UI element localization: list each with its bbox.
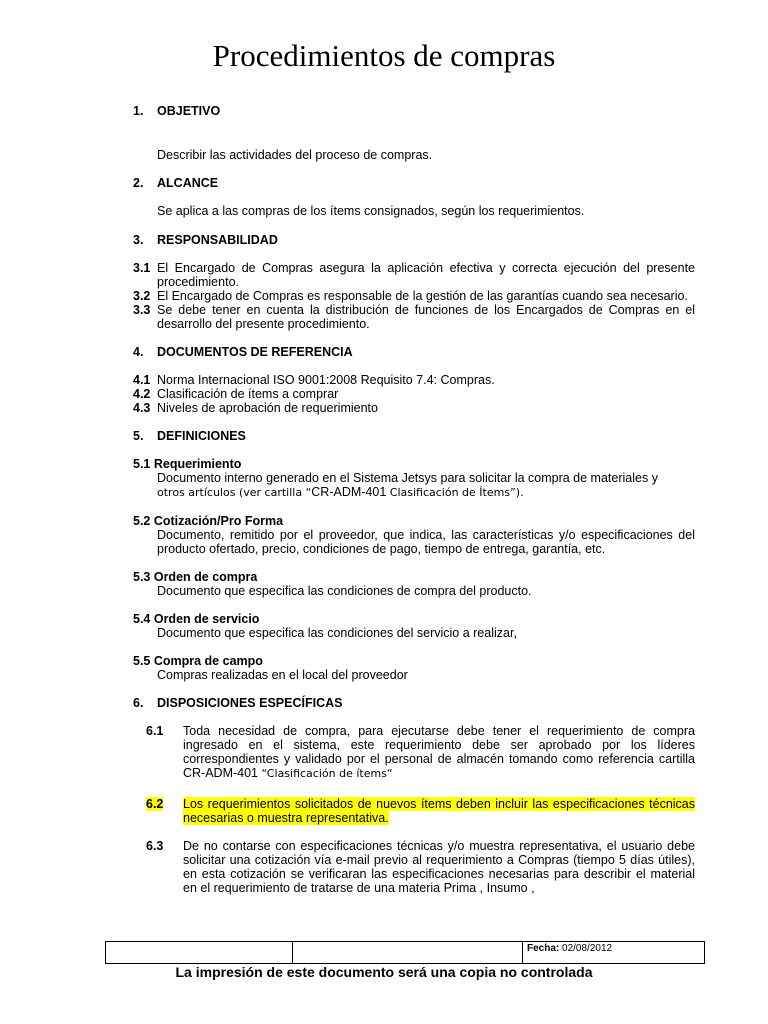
section-3-list: [133, 261, 695, 331]
section-3-heading: 3. RESPONSABILIDAD: [133, 233, 278, 247]
section-6-heading: 6. DISPOSICIONES ESPECÍFICAS: [133, 696, 343, 710]
footer-cell: [293, 942, 523, 963]
definition-requerimiento: 5.1 Requerimiento Documento interno generado en el Sistema Jetsys para solicitar la compra de materiales y otros artículos (ver cartilla “CR-ADM-401 Clasificación de Ítems”).: [133, 457, 658, 499]
section-2-text: Se aplica a las compras de los ítems consignados, según los requerimientos.: [157, 204, 585, 218]
section-4-list: [133, 373, 695, 415]
list-item: 3.2 El Encargado de Compras es responsable de la gestión de las garantías cuando sea necesario.: [133, 289, 688, 303]
section-2-heading: 2. ALCANCE: [133, 176, 219, 190]
list-item: 4.3 Niveles de aprobación de requerimiento: [133, 401, 378, 415]
list-item: 4.2 Clasificación de ítems a comprar: [133, 387, 339, 401]
provision-6-2: 6.2 Los requerimientos solicitados de nuevos ítems deben incluir las especificaciones técnicas necesarias o muestra representativa.: [146, 797, 695, 825]
provision-6-1: 6.1 Toda necesidad de compra, para ejecutarse debe tener el requerimiento de compra ingresado en el sistema, este requerimiento debe ser aprobado por los líderes correspondientes y validado por el personal de almacén tomando como referencia cartilla CR-ADM-401 “Clasificación de ítems“: [146, 724, 695, 780]
provision-6-3: 6.3 De no contarse con especificaciones técnicas y/o muestra representativa, el usuario debe solicitar una cotización vía e-mail previo al requerimiento a Compras (tiempo 5 días útiles), en esta cotización se verificaran las especificaciones necesarias para describir el material en el requerimiento de tratarse de una materia Prima , Insumo ,: [146, 839, 695, 895]
definition-orden-compra: 5.3 Orden de compra Documento que especifica las condiciones de compra del producto.: [133, 570, 532, 598]
section-5-heading: 5. DEFINICIONES: [133, 429, 246, 443]
definition-orden-servicio: 5.4 Orden de servicio Documento que especifica las condiciones del servicio a realizar,: [133, 612, 517, 640]
document-body: [133, 104, 695, 895]
footer-note: La impresión de este documento será una copia no controlada: [175, 964, 593, 980]
section-4-heading: 4. DOCUMENTOS DE REFERENCIA: [133, 345, 353, 359]
definition-cotizacion: 5.2 Cotización/Pro Forma Documento, remitido por el proveedor, que indica, las características y/o especificaciones del producto ofertado, precio, condiciones de pago, tiempo de entrega, garantía, etc.: [133, 514, 695, 556]
list-item: 3.3 Se debe tener en cuenta la distribución de funciones de los Encargados de Compras en el desarrollo del presente procedimiento.: [133, 303, 695, 331]
footer-date-cell: Fecha: 02/08/2012: [527, 943, 613, 954]
section-1-text: Describir las actividades del proceso de compras.: [157, 148, 433, 162]
footer-table: [105, 941, 705, 964]
definition-compra-campo: 5.5 Compra de campo Compras realizadas en el local del proveedor: [133, 654, 408, 682]
list-item: 3.1 El Encargado de Compras asegura la aplicación efectiva y correcta ejecución del presente procedimiento.: [133, 261, 695, 289]
footer-cell: [106, 942, 293, 963]
document-title: Procedimientos de compras: [212, 38, 556, 73]
list-item: 4.1 Norma Internacional ISO 9001:2008 Requisito 7.4: Compras.: [133, 373, 495, 387]
section-1-heading: 1. OBJETIVO: [133, 104, 221, 118]
